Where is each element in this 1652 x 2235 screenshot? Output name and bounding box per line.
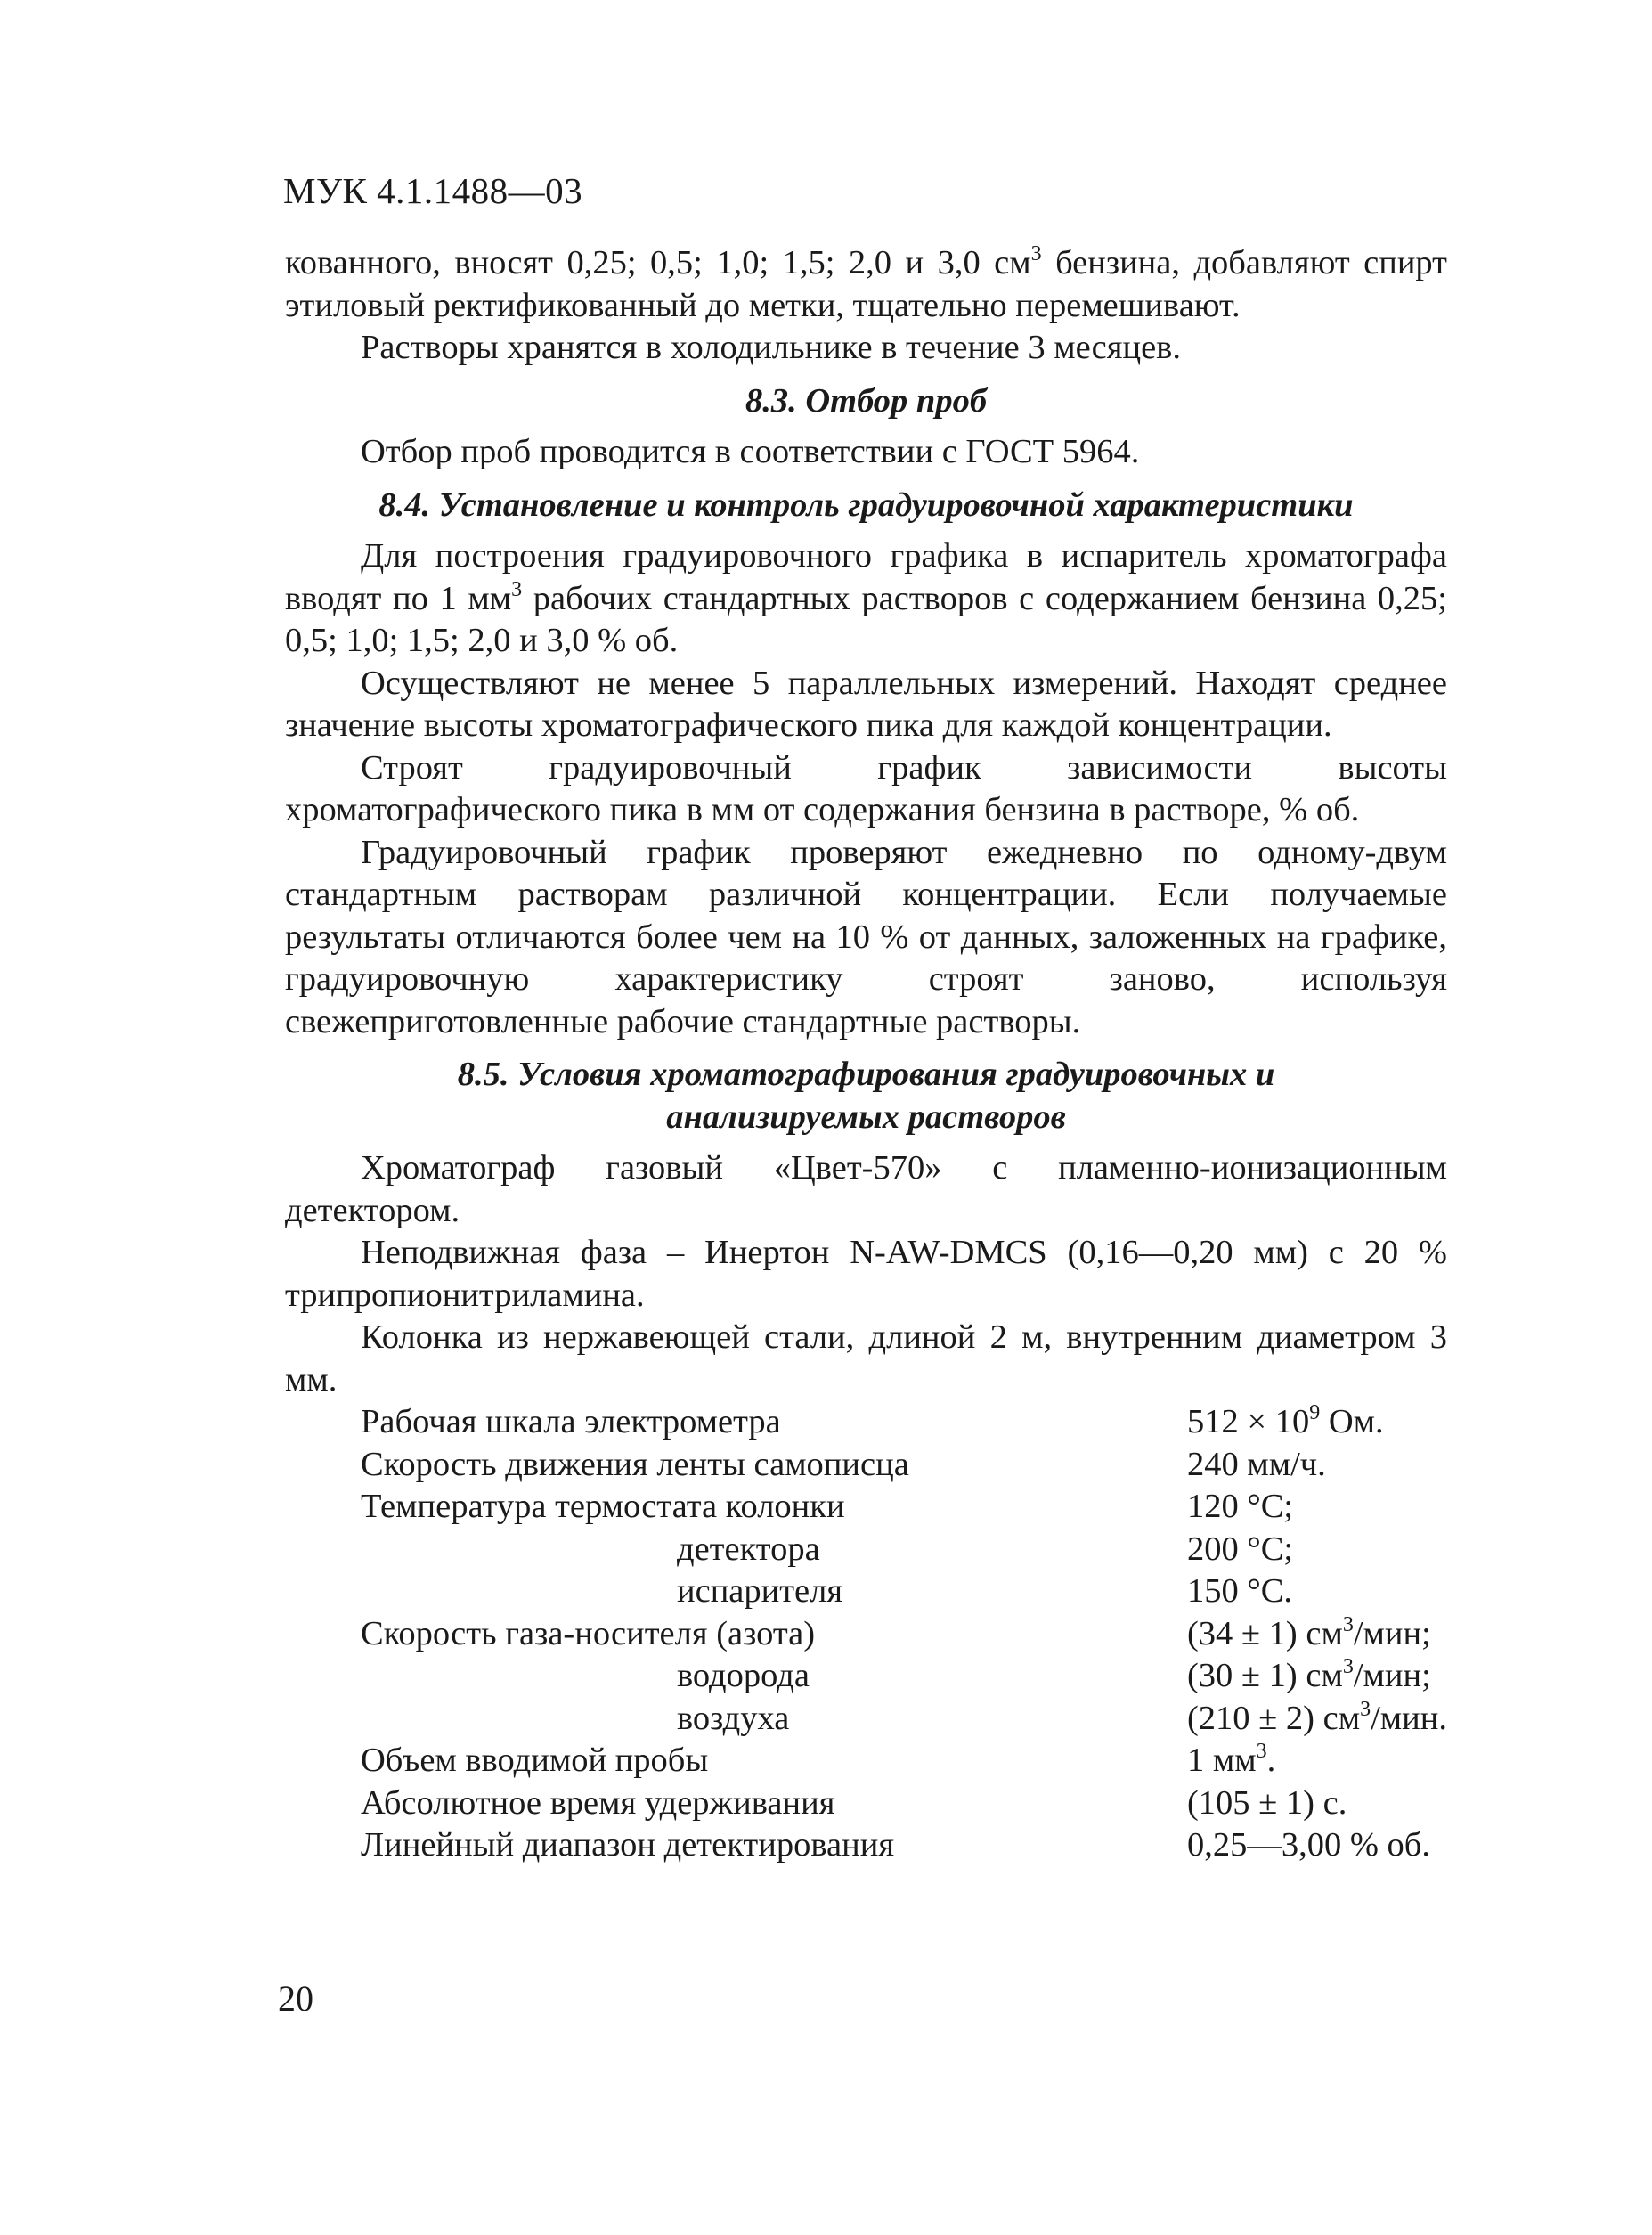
section-8-5-paragraph-1: Хроматограф газовый «Цвет-570» с пламенно-ионизационным детектором. xyxy=(285,1149,1447,1229)
parameter-value xyxy=(1187,1824,1447,1867)
parameter-label: Абсолютное время удерживания xyxy=(361,1783,835,1822)
parameter-value xyxy=(1187,1698,1447,1741)
parameter-value xyxy=(1187,1782,1447,1825)
parameter-row xyxy=(361,1401,1447,1444)
parameter-row xyxy=(361,1698,1447,1741)
document-code-header: МУК 4.1.1488—03 xyxy=(283,170,583,211)
paragraph-continuation xyxy=(285,242,1447,327)
parameter-value xyxy=(1187,1570,1447,1613)
parameter-value xyxy=(1187,1486,1447,1529)
section-8-3-text: Отбор проб проводится в соответствии с ГОСТ 5964. xyxy=(361,433,1140,470)
paragraph-text: бензина, добавляют спирт этиловый ректификованный до метки, тщательно перемешивают. xyxy=(285,244,1447,324)
section-8-5-paragraph-3: Колонка из нержавеющей стали, длиной 2 м, внутренним диаметром 3 мм. xyxy=(285,1318,1447,1399)
parameter-value-text: /мин. xyxy=(1371,1699,1447,1737)
superscript: 3 xyxy=(1342,1612,1354,1636)
parameter-row xyxy=(361,1824,1447,1867)
parameter-row xyxy=(361,1740,1447,1782)
parameter-value-text: /мин; xyxy=(1353,1657,1431,1694)
parameter-value xyxy=(1187,1401,1447,1444)
section-8-4-title: 8.4. Установление и контроль градуировочной характеристики xyxy=(378,485,1354,524)
parameter-row xyxy=(361,1655,1447,1698)
parameter-row xyxy=(361,1613,1447,1656)
section-8-5-paragraph-2: Неподвижная фаза – Инертон N-AW-DMCS (0,16—0,20 мм) с 20 % трипропионитриламина. xyxy=(285,1234,1447,1314)
superscript: 3 xyxy=(1256,1740,1267,1763)
parameter-row xyxy=(361,1570,1447,1613)
superscript: 3 xyxy=(1360,1697,1371,1721)
paragraph-storage: Растворы хранятся в холодильнике в течение 3 месяцев. xyxy=(361,329,1181,366)
parameter-value-text: (30 ± 1) см xyxy=(1186,1657,1343,1694)
section-8-5-title-line-1: 8.5. Условия хроматографирования градуировочных и xyxy=(457,1056,1275,1093)
parameter-value-text: 1 мм xyxy=(1186,1742,1257,1779)
parameter-label: Скорость газа-носителя (азота) xyxy=(361,1614,816,1652)
parameter-value-text: Ом. xyxy=(1320,1403,1384,1440)
section-8-4-paragraph-4: Градуировочный график проверяют ежедневно по одному-двум стандартным растворам различной концентрации. Если получаемые результаты отличаются более чем на 10 % от данных, заложенных на графике, градуировочную характеристику строят заново, используя свежеприготовленные рабочие стандартные растворы. xyxy=(285,833,1447,1040)
parameter-label: испарителя xyxy=(677,1572,843,1610)
parameter-value-text: 512 × 10 xyxy=(1186,1403,1310,1440)
parameter-label: воздуха xyxy=(677,1699,790,1737)
parameter-label: Рабочая шкала электрометра xyxy=(361,1403,781,1440)
parameter-value xyxy=(1187,1655,1447,1698)
parameter-label: водорода xyxy=(677,1657,810,1694)
section-8-3-title: 8.3. Отбор проб xyxy=(745,381,988,420)
parameter-label: Объем вводимой пробы xyxy=(361,1742,709,1779)
parameter-value xyxy=(1187,1444,1447,1487)
parameter-value xyxy=(1187,1613,1447,1656)
parameter-value-text: /мин; xyxy=(1353,1614,1431,1652)
paragraph-text: Для построения градуировочного графика в испаритель хроматографа вводят по 1 мм xyxy=(285,537,1447,617)
parameter-label: Линейный диапазон детектирования xyxy=(361,1826,895,1864)
parameter-label: Температура термостата колонки xyxy=(361,1488,845,1525)
parameter-value-text: (210 ± 2) см xyxy=(1186,1699,1361,1737)
parameter-label: детектора xyxy=(677,1529,820,1568)
parameter-value-text: 240 мм/ч. xyxy=(1186,1445,1326,1483)
section-8-5-title xyxy=(285,1054,1447,1138)
superscript: 3 xyxy=(1342,1655,1354,1678)
page-content xyxy=(285,242,1447,1867)
parameter-row xyxy=(361,1486,1447,1529)
parameter-row xyxy=(361,1444,1447,1487)
superscript: 3 xyxy=(511,577,523,601)
parameter-value-text: 200 °С; xyxy=(1186,1529,1294,1568)
paragraph-text: кованного, вносят 0,25; 0,5; 1,0; 1,5; 2,0 и 3,0 см xyxy=(285,244,1031,281)
parameter-row xyxy=(361,1782,1447,1825)
parameter-row xyxy=(361,1529,1447,1571)
superscript: 9 xyxy=(1309,1401,1321,1424)
section-8-5-title-line-2: анализируемых растворов xyxy=(666,1097,1066,1136)
section-8-4-paragraph-3: Строят градуировочный график зависимости высоты хроматографического пика в мм от содержания бензина в растворе, % об. xyxy=(285,748,1447,828)
superscript: 3 xyxy=(1030,242,1042,265)
parameter-value-text: (34 ± 1) см xyxy=(1186,1614,1343,1652)
parameter-value-text: . xyxy=(1266,1742,1276,1779)
page-number: 20 xyxy=(278,1978,313,2019)
parameter-label: Скорость движения ленты самописца xyxy=(361,1445,909,1483)
parameter-value-text: (105 ± 1) с. xyxy=(1186,1783,1347,1822)
chromatography-parameters-table xyxy=(361,1401,1447,1867)
parameter-value xyxy=(1187,1740,1447,1782)
parameter-value-text: 0,25—3,00 % об. xyxy=(1186,1826,1431,1864)
paragraph-text: рабочих стандартных растворов с содержанием бензина 0,25; 0,5; 1,0; 1,5; 2,0 и 3,0 % об. xyxy=(285,579,1448,659)
parameter-value-text: 150 °С. xyxy=(1186,1572,1293,1610)
section-8-4-paragraph-1 xyxy=(285,535,1447,663)
parameter-value-text: 120 °С; xyxy=(1186,1488,1294,1525)
parameter-value xyxy=(1187,1529,1447,1571)
section-8-4-paragraph-2: Осуществляют не менее 5 параллельных измерений. Находят среднее значение высоты хроматографического пика для каждой концентрации. xyxy=(285,664,1447,744)
